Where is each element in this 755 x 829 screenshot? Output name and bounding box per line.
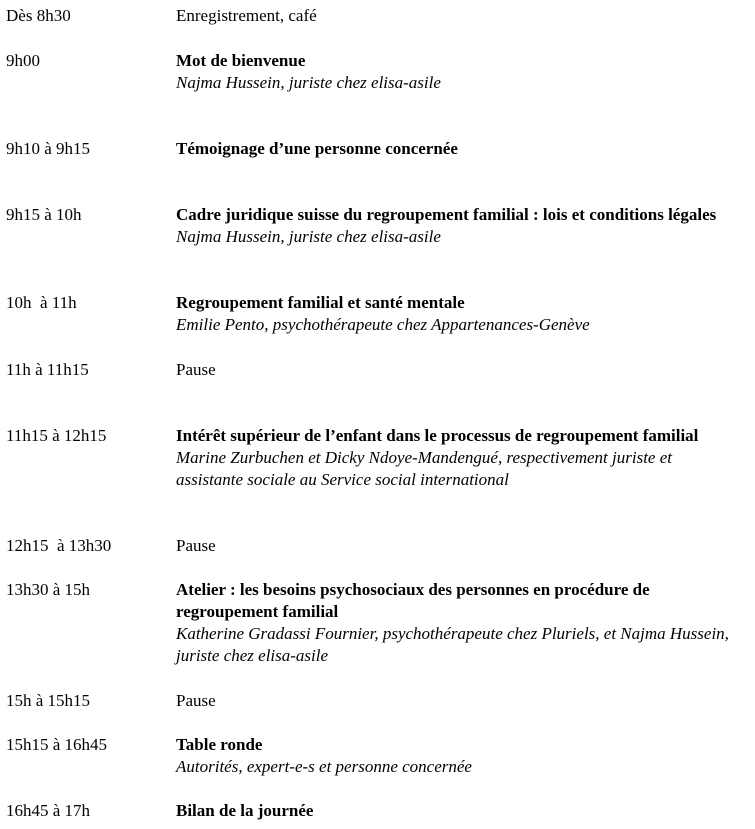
schedule-time: 9h00 (6, 51, 40, 70)
schedule-time: Dès 8h30 (6, 6, 71, 25)
schedule-speaker: Emilie Pento, psychothérapeute chez Appartenances-Genève (176, 315, 590, 334)
schedule-time: 15h à 15h15 (6, 691, 91, 710)
schedule-title: Table ronde (176, 735, 263, 754)
schedule-speaker: Autorités, expert-e-s et personne concernée (176, 757, 472, 776)
schedule-content (176, 5, 743, 27)
schedule-title: Cadre juridique suisse du regroupement familial : lois et conditions légales (176, 205, 717, 224)
schedule-content (176, 425, 743, 491)
schedule-time: 9h10 à 9h15 (6, 139, 91, 158)
schedule-speaker: Najma Hussein, juriste chez elisa-asile (176, 73, 441, 92)
schedule-title: Pause (176, 691, 216, 710)
schedule-time: 13h30 à 15h (6, 580, 91, 599)
schedule-time: 16h45 à 17h (6, 801, 91, 820)
schedule-title: Pause (176, 536, 216, 555)
schedule-time: 15h15 à 16h45 (6, 735, 108, 754)
schedule-title: Pause (176, 360, 216, 379)
schedule-time: 12h15 à 13h30 (6, 536, 112, 555)
schedule-speaker: Katherine Gradassi Fournier, psychothérapeute chez Pluriels, et Najma Hussein, juriste chez elisa-asile (176, 624, 729, 665)
schedule-speaker: Marine Zurbuchen et Dicky Ndoye-Mandengué, respectivement juriste et assistante sociale au Service social international (176, 448, 672, 489)
schedule-content (176, 138, 743, 160)
schedule-content (176, 535, 743, 557)
schedule-title: Enregistrement, café (176, 6, 317, 25)
schedule-title: Mot de bienvenue (176, 51, 306, 70)
schedule-content (176, 579, 743, 667)
schedule-content (176, 690, 743, 712)
schedule-content (176, 292, 743, 336)
schedule-time: 11h à 11h15 (6, 360, 89, 379)
schedule-title: Intérêt supérieur de l’enfant dans le processus de regroupement familial (176, 426, 699, 445)
schedule-title: Témoignage d’une personne concernée (176, 139, 458, 158)
schedule-title: Atelier : les besoins psychosociaux des personnes en procédure de regroupement familial (176, 580, 650, 621)
schedule-speaker: Najma Hussein, juriste chez elisa-asile (176, 227, 441, 246)
schedule-title: Regroupement familial et santé mentale (176, 293, 465, 312)
schedule-time: 10h à 11h (6, 293, 77, 312)
schedule-content (176, 204, 743, 248)
schedule-content (176, 800, 743, 822)
schedule-title: Bilan de la journée (176, 801, 314, 820)
schedule-content (176, 50, 743, 94)
schedule-content (176, 734, 743, 778)
schedule-time: 9h15 à 10h (6, 205, 82, 224)
schedule-content (176, 359, 743, 381)
schedule-time: 11h15 à 12h15 (6, 426, 107, 445)
